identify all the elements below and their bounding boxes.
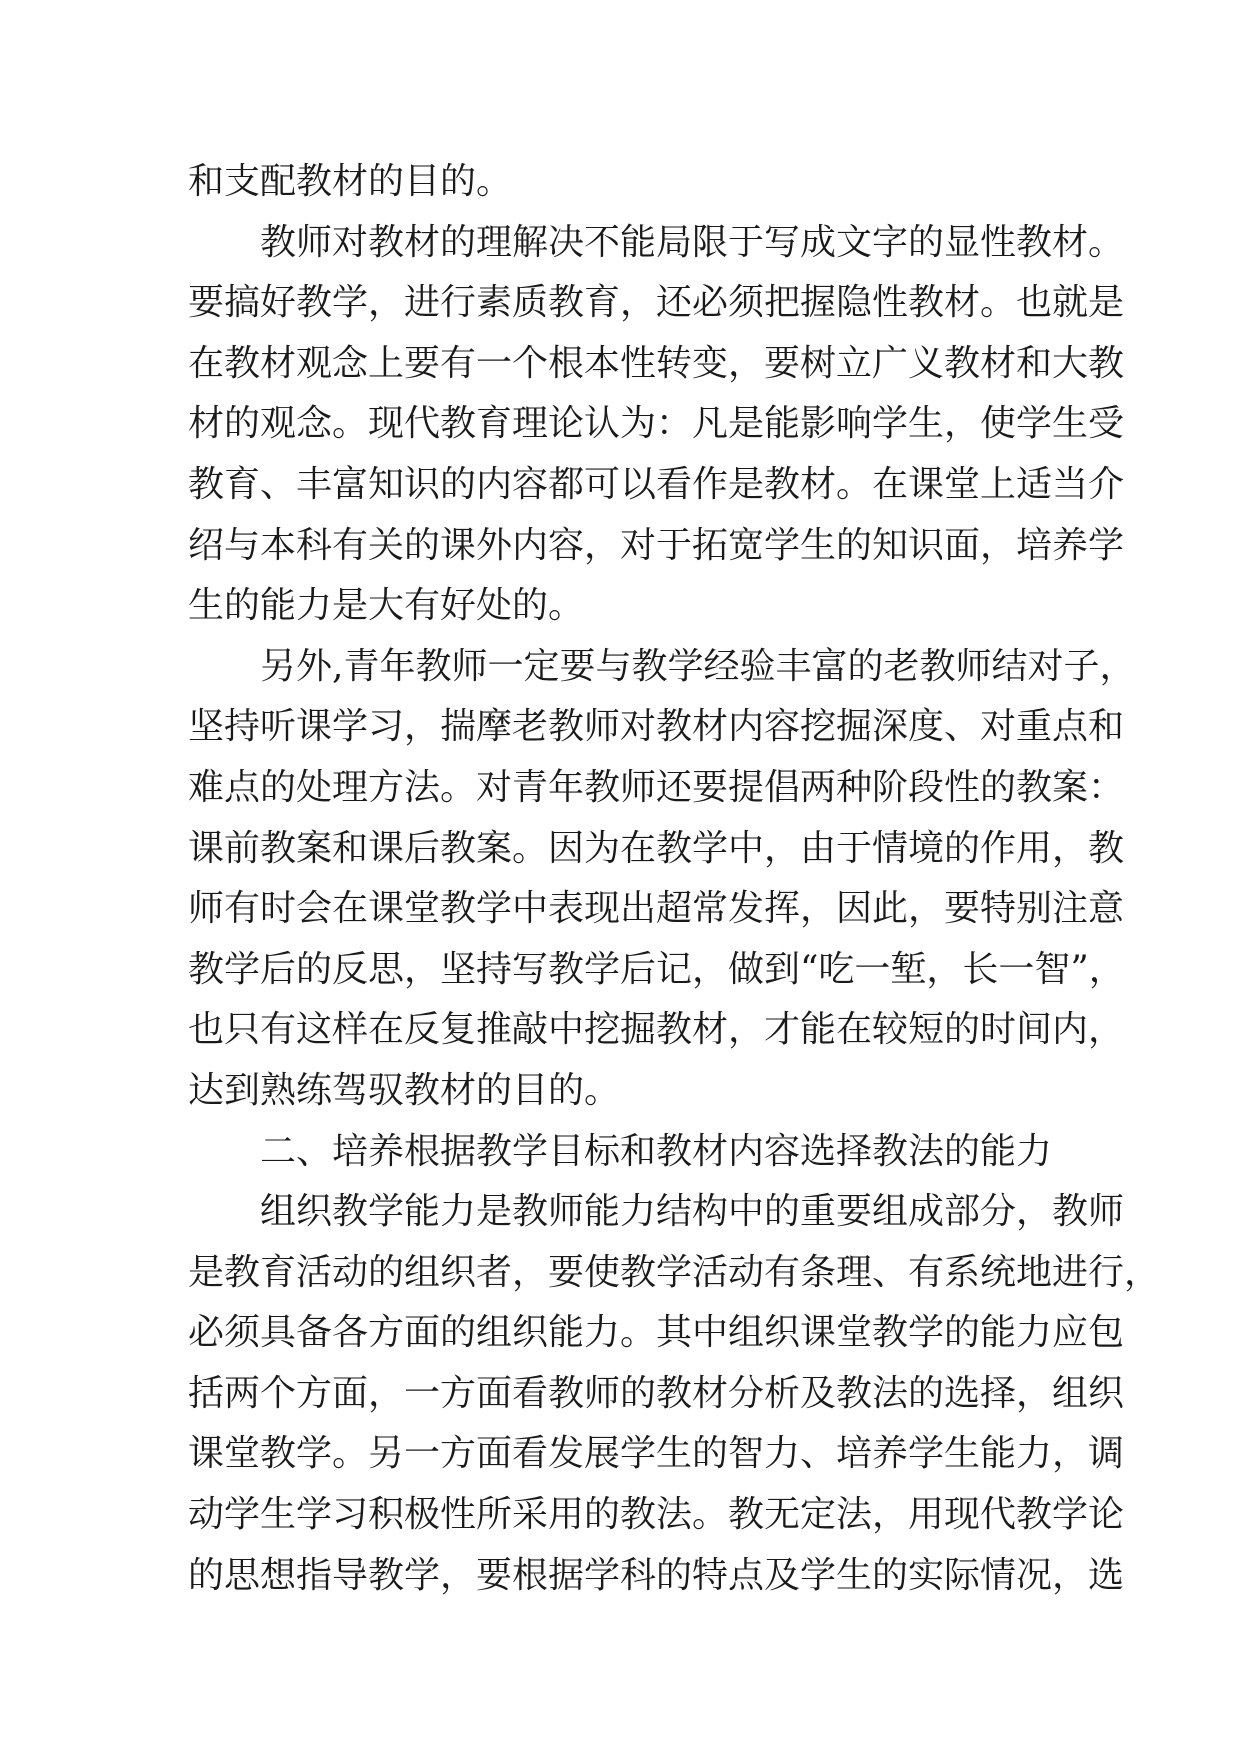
text-line: 也只有这样在反复推敲中挖掘教材，才能在较短的时间内， <box>188 1009 1125 1051</box>
text-line: 教育、丰富知识的内容都可以看作是教材。在课堂上适当介 <box>188 463 1125 505</box>
text-line: 生的能力是大有好处的。 <box>188 585 585 627</box>
text-line: 课前教案和课后教案。因为在教学中，由于情境的作用，教 <box>188 827 1125 869</box>
section-heading: 二、培养根据教学目标和教材内容选择教法的能力 <box>260 1130 1053 1172</box>
text-line: 必须具备各方面的组织能力。其中组织课堂教学的能力应包 <box>188 1312 1125 1354</box>
text-line: 师有时会在课堂教学中表现出超常发挥，因此，要特别注意 <box>188 888 1125 930</box>
text-line: 动学生学习积极性所采用的教法。教无定法，用现代教学论 <box>188 1494 1125 1536</box>
text-line: 坚持听课学习，揣摩老教师对教材内容挖掘深度、对重点和 <box>188 706 1125 748</box>
text-line: 材的观念。现代教育理论认为：凡是能影响学生，使学生受 <box>188 403 1125 445</box>
paragraph-first-line: 组织教学能力是教师能力结构中的重要组成部分，教师 <box>260 1191 1125 1233</box>
text-line: 是教育活动的组织者，要使教学活动有条理、有系统地进行， <box>188 1251 1161 1293</box>
text-line: 教学后的反思，坚持写教学后记，做到“吃一堑，长一智”， <box>188 948 1125 990</box>
text-line: 和支配教材的目的。 <box>188 161 513 202</box>
text-line: 课堂教学。另一方面看发展学生的智力、培养学生能力，调 <box>188 1433 1125 1475</box>
text-line: 绍与本科有关的课外内容，对于拓宽学生的知识面，培养学 <box>188 524 1125 566</box>
paragraph-first-line: 教师对教材的理解决不能局限于写成文字的显性教材。 <box>260 221 1125 263</box>
text-line: 的思想指导教学，要根据学科的特点及学生的实际情况，选 <box>188 1554 1125 1596</box>
paragraph-first-line: 另外,青年教师一定要与教学经验丰富的老教师结对子， <box>260 645 1136 687</box>
text-line: 达到熟练驾驭教材的目的。 <box>188 1069 621 1111</box>
text-line: 在教材观念上要有一个根本性转变，要树立广义教材和大教 <box>188 342 1125 384</box>
text-line: 括两个方面，一方面看教师的教材分析及教法的选择，组织 <box>188 1372 1125 1414</box>
document-body <box>188 152 1161 1606</box>
text-line: 要搞好教学，进行素质教育，还必须把握隐性教材。也就是 <box>188 282 1125 324</box>
text-line: 难点的处理方法。对青年教师还要提倡两种阶段性的教案： <box>188 766 1125 808</box>
